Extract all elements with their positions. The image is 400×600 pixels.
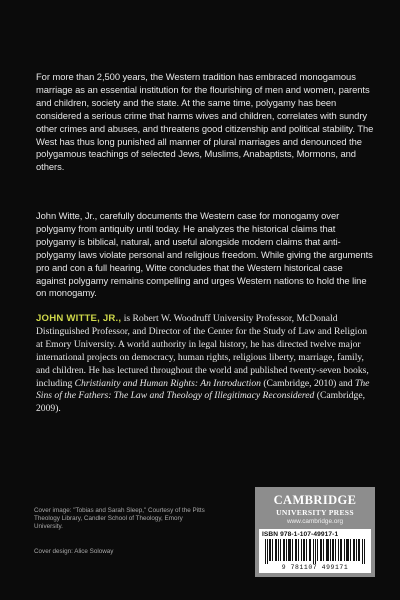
description-paragraph-2: John Witte, Jr., carefully documents the Western case for monogamy over polygamy from antiquity until today. He analyzes the historical claims that polygamy is biblical, natural, and useful alongside modern claims that anti-polygamy laws violate personal and religious freedom. While giving the arguments pro and con a full hearing, Witte concludes that the Western historical case against polygamy remains compelling and urges Western nations to hold the line on monogamy. <box>36 210 373 299</box>
author-bio <box>36 313 376 416</box>
isbn-label: ISBN 978-1-107-49917-1 <box>262 531 339 538</box>
description-paragraph-1: For more than 2,500 years, the Western tradition has embraced monogamous marriage as an essential institution for the flourishing of men and women, parents and children, society and the state. At the same time, polygamy has been considered a serious crime that harms wives and children, correlates with sundry other crimes and abuses, and threatens good citizenship and political stability. The West has thus long punished all manner of plural marriages and denounced the polygamous teachings of selected Jews, Muslims, Anabaptists, Mormons, and others. <box>36 71 374 173</box>
book-title-1: Christianity and Human Rights: An Introduction <box>74 377 261 389</box>
publisher-name: CAMBRIDGE <box>273 493 357 507</box>
barcode-icon <box>264 539 366 564</box>
bio-text-1: is Robert W. Woodruff University Professor, McDonald Distinguished Professor, and Director of the Center for the Study of Law and Religion at Emory University. A world authority in legal history, he has directed twelve major international projects on democracy, human rights, religious liberty, marriage, family, and children. He has lectured throughout the world and published twenty-seven books, including <box>36 313 369 389</box>
bio-text-3: (Cambridge, 2009). <box>36 390 365 415</box>
publisher-panel <box>255 487 375 577</box>
cover-image-credit: Cover image: "Tobias and Sarah Sleep," Courtesy of the Pitts Theology Library, Candler School of Theology, Emory University. <box>34 507 205 530</box>
author-name: JOHN WITTE, JR., <box>36 313 122 324</box>
publisher-subtitle: UNIVERSITY PRESS <box>276 508 354 517</box>
cover-design-credit: Cover design: Alice Soloway <box>34 548 114 555</box>
barcode-number: 9 781107 499171 <box>281 564 349 571</box>
bio-text-2: (Cambridge, 2010) and <box>260 377 355 389</box>
isbn-barcode-box <box>259 529 371 573</box>
book-title-2: The Sins of the Fathers: The Law and Theology of Illegitimacy Reconsidered <box>36 377 370 402</box>
publisher-url: www.cambridge.org <box>286 518 344 525</box>
